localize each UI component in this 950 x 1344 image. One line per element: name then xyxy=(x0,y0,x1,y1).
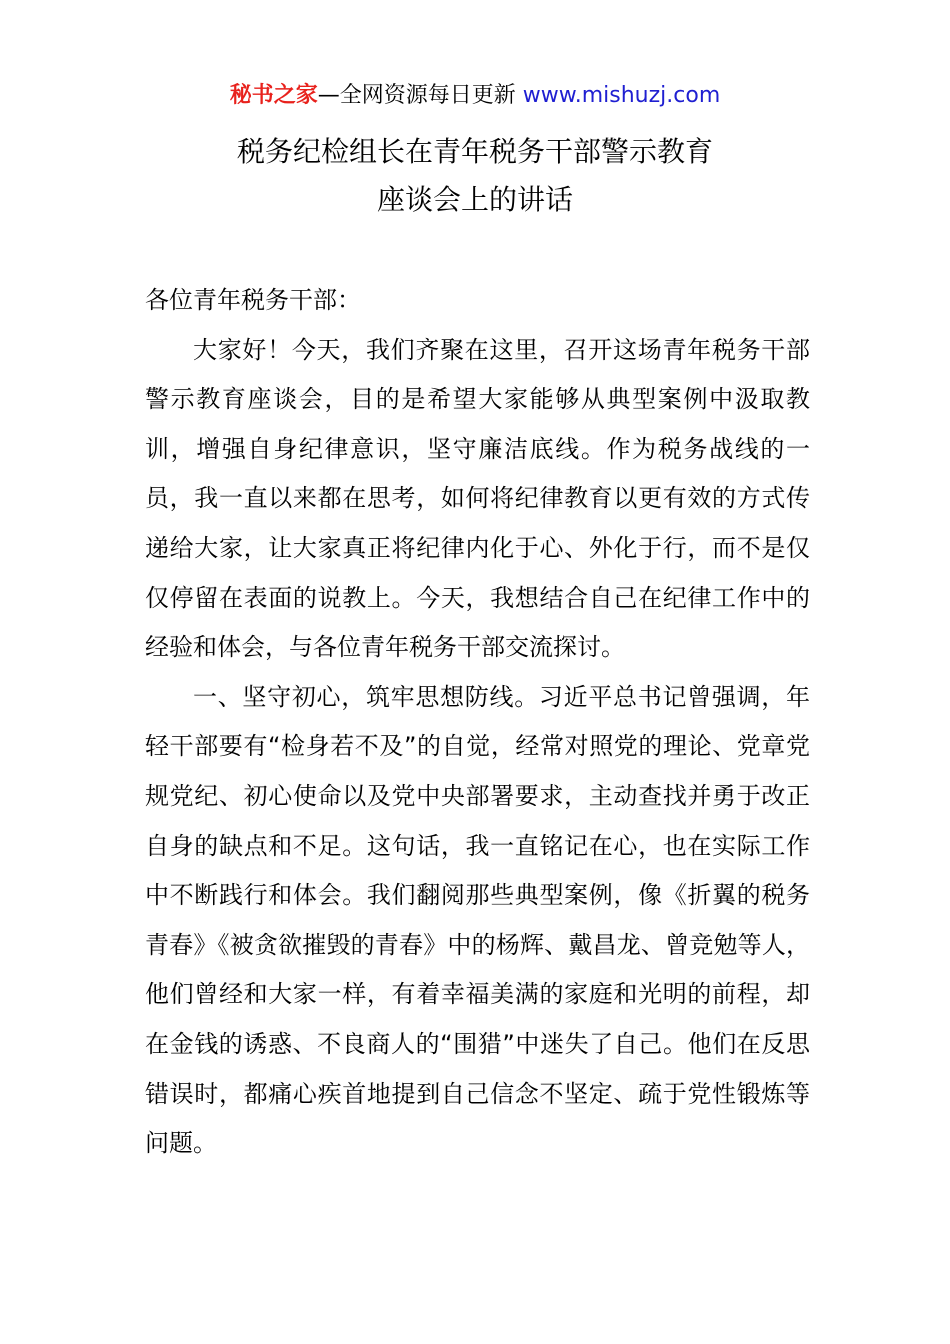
paragraph-section-one: 一、坚守初心，筑牢思想防线。习近平总书记曾强调，年轻干部要有“检身若不及”的自觉，经常对照党的理论、党章党规党纪、初心使命以及党中央部署要求，主动查找并勇于改正自身的缺点和不足。这句话，我一直铭记在心，也在实际工作中不断践行和体会。我们翻阅那些典型案例，像《折翼的税务青春》《被贪欲摧毁的青春》中的杨辉、戴昌龙、曾竞勉等人，他们曾经和大家一样，有着幸福美满的家庭和光明的前程，却在金钱的诱惑、不良商人的“围猎”中迷失了自己。他们在反思错误时，都痛心疾首地提到自己信念不坚定、疏于党性锻炼等问题。 xyxy=(145,682,810,1158)
document-title xyxy=(0,128,950,224)
document-body xyxy=(145,276,810,1169)
site-url-link[interactable]: www.mishuzj.com xyxy=(522,83,721,108)
brand-name: 秘书之家 xyxy=(229,83,318,108)
header-tagline: —全网资源每日更新 xyxy=(317,83,516,108)
site-header xyxy=(0,80,950,112)
salutation: 各位青年税务干部： xyxy=(145,286,361,314)
title-line-2: 座谈会上的讲话 xyxy=(376,183,573,216)
paragraph-opening: 大家好！今天，我们齐聚在这里，召开这场青年税务干部警示教育座谈会，目的是希望大家能够从典型案例中汲取教训，增强自身纪律意识，坚守廉洁底线。作为税务战线的一员，我一直以来都在思考，如何将纪律教育以更有效的方式传递给大家，让大家真正将纪律内化于心、外化于行，而不是仅仅停留在表面的说教上。今天，我想结合自己在纪律工作中的经验和体会，与各位青年税务干部交流探讨。 xyxy=(145,335,810,662)
title-line-1: 税务纪检组长在青年税务干部警示教育 xyxy=(236,135,713,168)
